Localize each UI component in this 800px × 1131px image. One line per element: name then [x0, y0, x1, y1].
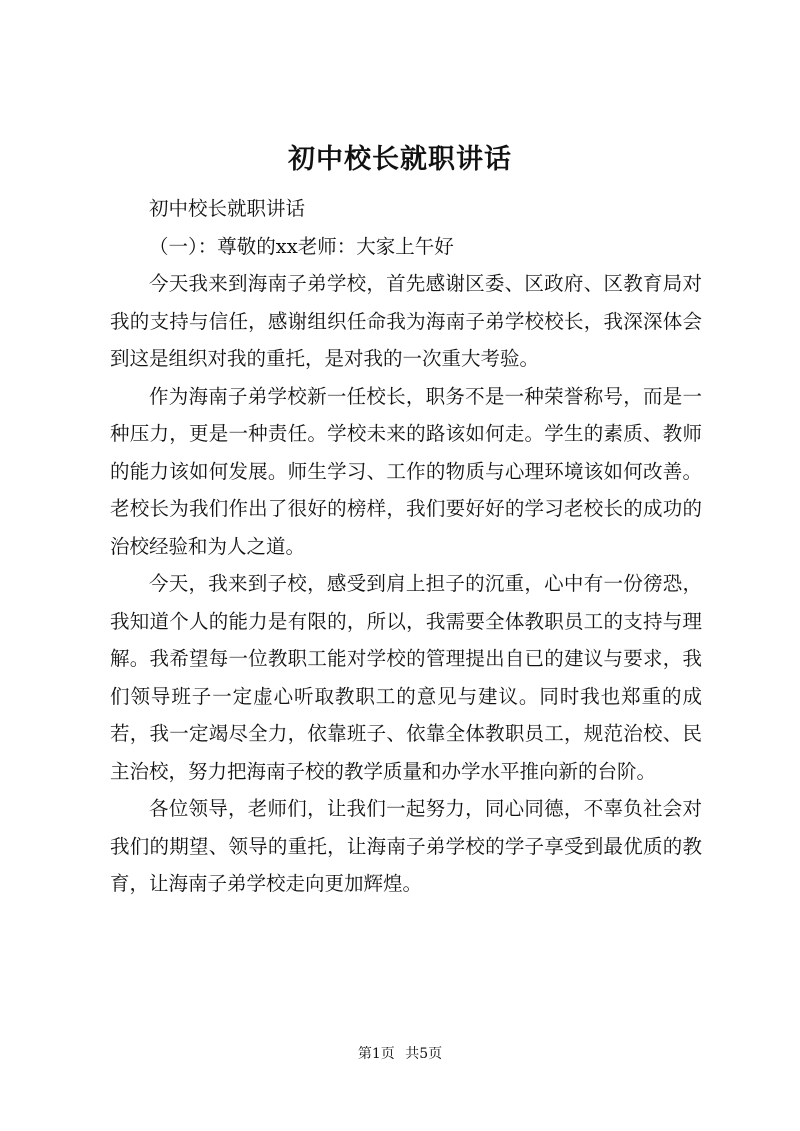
paragraph: 今天，我来到子校，感受到肩上担子的沉重，心中有一份徬恐，我知道个人的能力是有限的，所以，我需要全体教职员工的支持与理解。我希望每一位教职工能对学校的管理提出自已的建议与要求，我们领导班子一定虚心听取教职工的意见与建议。同时我也郑重的成若，我一定竭尽全力，依靠班子、依靠全体教职员工，规范治校、民主治校，努力把海南子校的教学质量和办学水平推向新的台阶。	[110, 572, 702, 783]
paragraph: 作为海南子弟学校新一任校长，职务不是一种荣誉称号，而是一种压力，更是一种责任。学校未来的路该如何走。学生的素质、教师的能力该如何发展。师生学习、工作的物质与心理环境该如何改善。老校长为我们作出了很好的榜样，我们要好好的学习老校长的成功的治校经验和为人之道。	[110, 384, 702, 558]
page-total: 共5页	[405, 1046, 443, 1062]
page-footer	[0, 1044, 800, 1064]
paragraph: 今天我来到海南子弟学校，首先感谢区委、区政府、区教育局对我的支持与信任，感谢组织任命我为海南子弟学校校长，我深深体会到这是组织对我的重托，是对我的一次重大考验。	[110, 272, 702, 370]
paragraph-greeting: （一）：尊敬的xx老师：大家上午好	[149, 234, 454, 258]
page-number: 第1页	[357, 1046, 395, 1062]
paragraph-subtitle: 初中校长就职讲话	[149, 197, 306, 220]
document-body	[110, 190, 702, 903]
paragraph: 各位领导，老师们，让我们一起努力，同心同德，不辜负社会对我们的期望、领导的重托，让海南子弟学校的学子享受到最优质的教育，让海南子弟学校走向更加辉煌。	[110, 797, 702, 895]
document-title: 初中校长就职讲话	[288, 144, 512, 175]
